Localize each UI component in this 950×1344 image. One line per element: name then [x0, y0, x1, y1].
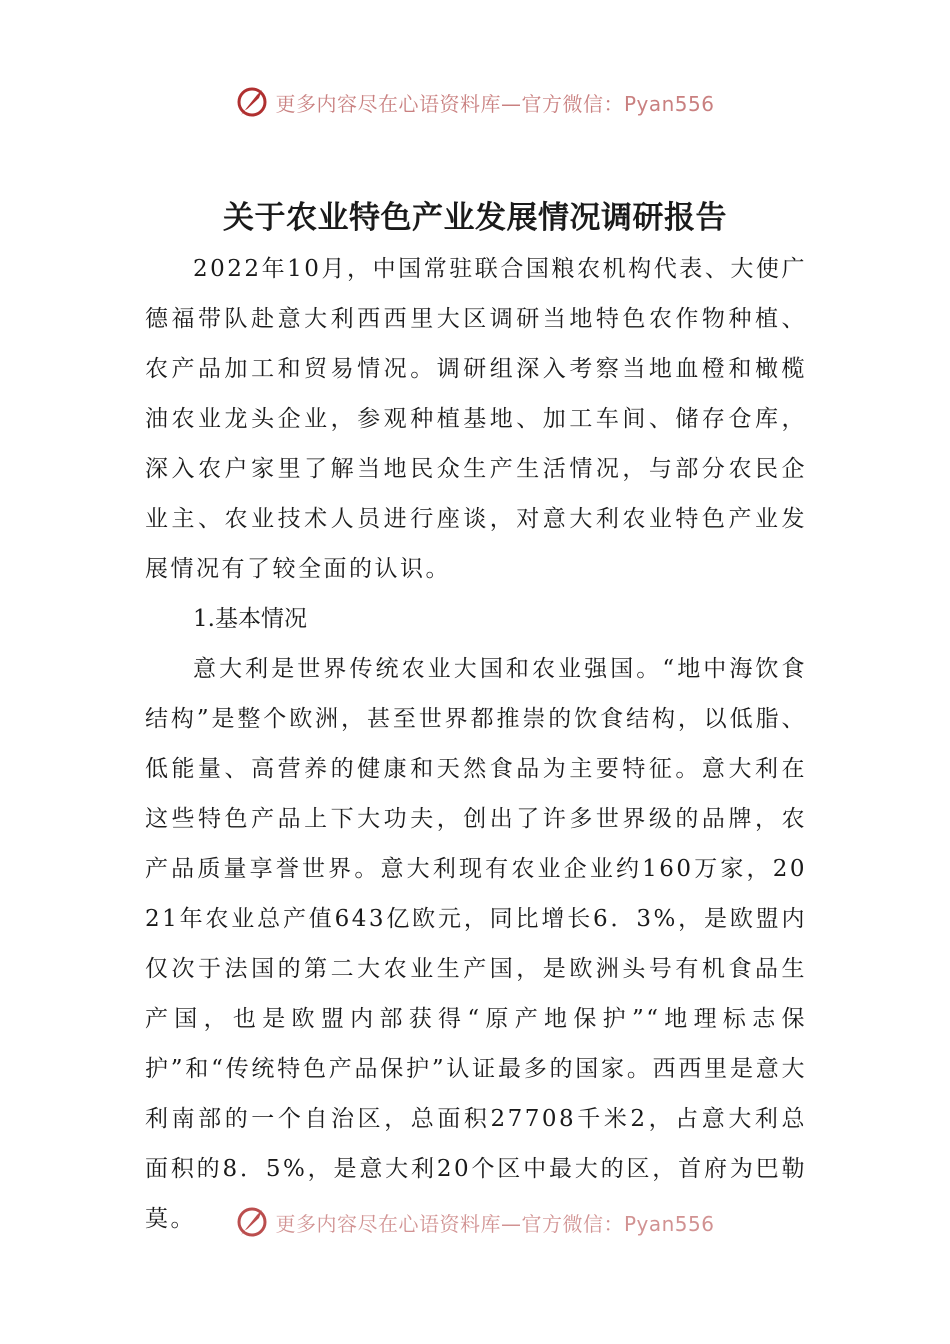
- document-title: 关于农业特色产业发展情况调研报告: [223, 200, 727, 236]
- footer-banner: [0, 1202, 950, 1242]
- banner-text: 更多内容尽在心语资料库—官方微信：Pyan556: [275, 1211, 715, 1236]
- header-banner: [0, 82, 950, 122]
- section-heading: 1.基本情况: [193, 606, 307, 632]
- quill-logo-icon: [235, 85, 269, 119]
- document-body: [145, 244, 807, 1244]
- body-paragraph: 意大利是世界传统农业大国和农业强国。“地中海饮食结构”是整个欧洲，甚至世界都推崇的饮食结构，以低脂、低能量、高营养的健康和天然食品为主要特征。意大利在这些特色产品上下大功夫，创出了许多世界级的品牌，农产品质量享誉世界。意大利现有农业企业约160万家，2021年农业总产值643亿欧元，同比增长6．3%，是欧盟内仅次于法国的第二大农业生产国，是欧洲头号有机食品生产国，也是欧盟内部获得“原产地保护”“地理标志保护”和“传统特色产品保护”认证最多的国家。西西里是意大利南部的一个自治区，总面积27708千米2，占意大利总面积的8．5%，是意大利20个区中最大的区，首府为巴勒莫。: [145, 656, 807, 1232]
- quill-logo-icon: [235, 1205, 269, 1239]
- banner-text: 更多内容尽在心语资料库—官方微信：Pyan556: [275, 91, 715, 116]
- intro-paragraph: 2022年10月，中国常驻联合国粮农机构代表、大使广德福带队赴意大利西西里大区调研当地特色农作物种植、农产品加工和贸易情况。调研组深入考察当地血橙和橄榄油农业龙头企业，参观种植基地、加工车间、储存仓库，深入农户家里了解当地民众生产生活情况，与部分农民企业主、农业技术人员进行座谈，对意大利农业特色产业发展情况有了较全面的认识。: [145, 256, 807, 582]
